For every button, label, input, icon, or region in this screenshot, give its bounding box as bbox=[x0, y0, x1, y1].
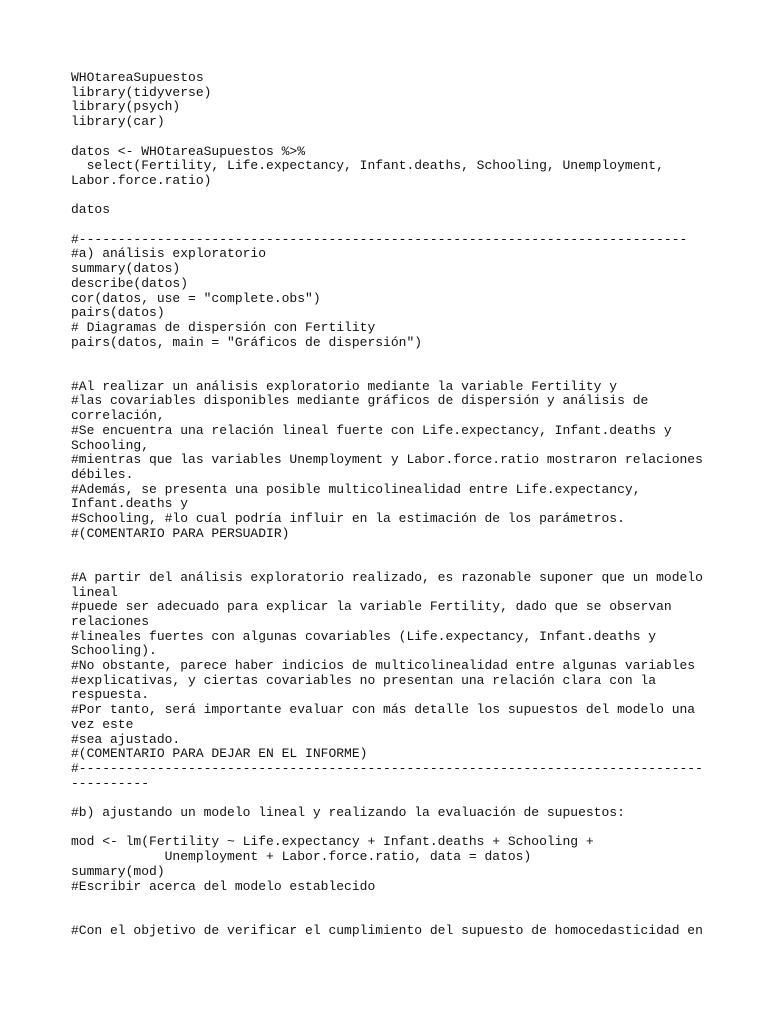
code-text-block bbox=[71, 71, 711, 938]
code-line: débiles. bbox=[71, 466, 134, 482]
code-line: #Por tanto, será importante evaluar con más detalle los supuestos del modelo una bbox=[71, 702, 696, 718]
code-line bbox=[71, 218, 711, 233]
code-line: #puede ser adecuado para explicar la variable Fertility, dado que se observan bbox=[71, 599, 672, 615]
code-line bbox=[71, 189, 711, 204]
code-line: #b) ajustando un modelo lineal y realizando la evaluación de supuestos: bbox=[71, 805, 625, 821]
code-line bbox=[71, 365, 711, 380]
code-line: WHOtareaSupuestos bbox=[71, 70, 204, 85]
code-line: #las covariables disponibles mediante gráficos de dispersión y análisis de bbox=[71, 393, 649, 409]
code-line: #(COMENTARIO PARA PERSUADIR) bbox=[71, 525, 290, 541]
code-line: #(COMENTARIO PARA DEJAR EN EL INFORME) bbox=[71, 746, 368, 762]
code-line: #-------------------------------------------------------------------------------- bbox=[71, 760, 703, 776]
code-line: mod <- lm(Fertility ~ Life.expectancy + Infant.deaths + Schooling + bbox=[71, 834, 594, 850]
code-line: pairs(datos) bbox=[71, 305, 165, 321]
code-line: #Escribir acerca del modelo establecido bbox=[71, 878, 376, 894]
code-line: Schooling, bbox=[71, 437, 150, 453]
code-line: describe(datos) bbox=[71, 275, 189, 291]
code-line: ---------- bbox=[71, 775, 150, 791]
code-line: Unemployment + Labor.force.ratio, data = datos) bbox=[71, 849, 532, 865]
code-line: vez este bbox=[71, 716, 134, 732]
code-line: #Schooling, #lo cual podría influir en la estimación de los parámetros. bbox=[71, 511, 625, 527]
code-line: #A partir del análisis exploratorio realizado, es razonable suponer que un modelo bbox=[71, 569, 703, 585]
code-line bbox=[71, 894, 711, 909]
code-line: pairs(datos, main = "Gráficos de dispersión") bbox=[71, 334, 423, 350]
code-line bbox=[71, 909, 711, 924]
code-line: Labor.force.ratio) bbox=[71, 172, 212, 188]
code-line bbox=[71, 130, 711, 145]
code-line: relaciones bbox=[71, 613, 150, 629]
code-line: summary(datos) bbox=[71, 261, 181, 277]
code-line: #No obstante, parece haber indicios de multicolinealidad entre algunas variables bbox=[71, 658, 696, 674]
code-line: library(psych) bbox=[71, 99, 181, 115]
code-line: #a) análisis exploratorio bbox=[71, 246, 267, 262]
code-line: #Además, se presenta una posible multicolinealidad entre Life.expectancy, bbox=[71, 481, 641, 497]
code-line: library(car) bbox=[71, 114, 165, 130]
code-line: #lineales fuertes con algunas covariables (Life.expectancy, Infant.deaths y bbox=[71, 628, 657, 644]
code-line: # Diagramas de dispersión con Fertility bbox=[71, 319, 376, 335]
code-line: lineal bbox=[71, 584, 118, 600]
code-line: #Se encuentra una relación lineal fuerte con Life.expectancy, Infant.deaths y bbox=[71, 422, 672, 438]
code-line: Infant.deaths y bbox=[71, 496, 189, 512]
code-line bbox=[71, 541, 711, 556]
code-line: #Con el objetivo de verificar el cumplimiento del supuesto de homocedasticidad en bbox=[71, 922, 703, 938]
code-line bbox=[71, 350, 711, 365]
code-line: correlación, bbox=[71, 408, 165, 424]
code-line: #explicativas, y ciertas covariables no presentan una relación clara con la bbox=[71, 672, 657, 688]
code-line: cor(datos, use = "complete.obs") bbox=[71, 290, 321, 306]
code-line: #------------------------------------------------------------------------------ bbox=[71, 231, 688, 247]
code-line bbox=[71, 821, 711, 836]
code-line bbox=[71, 791, 711, 806]
code-line: #mientras que las variables Unemployment y Labor.force.ratio mostraron relaciones bbox=[71, 452, 703, 468]
code-line: library(tidyverse) bbox=[71, 84, 212, 100]
code-line bbox=[71, 556, 711, 571]
code-line: respuesta. bbox=[71, 687, 150, 703]
code-line: select(Fertility, Life.expectancy, Infant.deaths, Schooling, Unemployment, bbox=[71, 158, 664, 174]
code-line: Schooling). bbox=[71, 643, 157, 659]
code-line: datos <- WHOtareaSupuestos %>% bbox=[71, 143, 306, 159]
code-line: #Al realizar un análisis exploratorio mediante la variable Fertility y bbox=[71, 378, 618, 394]
code-line: #sea ajustado. bbox=[71, 731, 181, 747]
code-line: datos bbox=[71, 202, 111, 218]
code-line: summary(mod) bbox=[71, 863, 165, 879]
